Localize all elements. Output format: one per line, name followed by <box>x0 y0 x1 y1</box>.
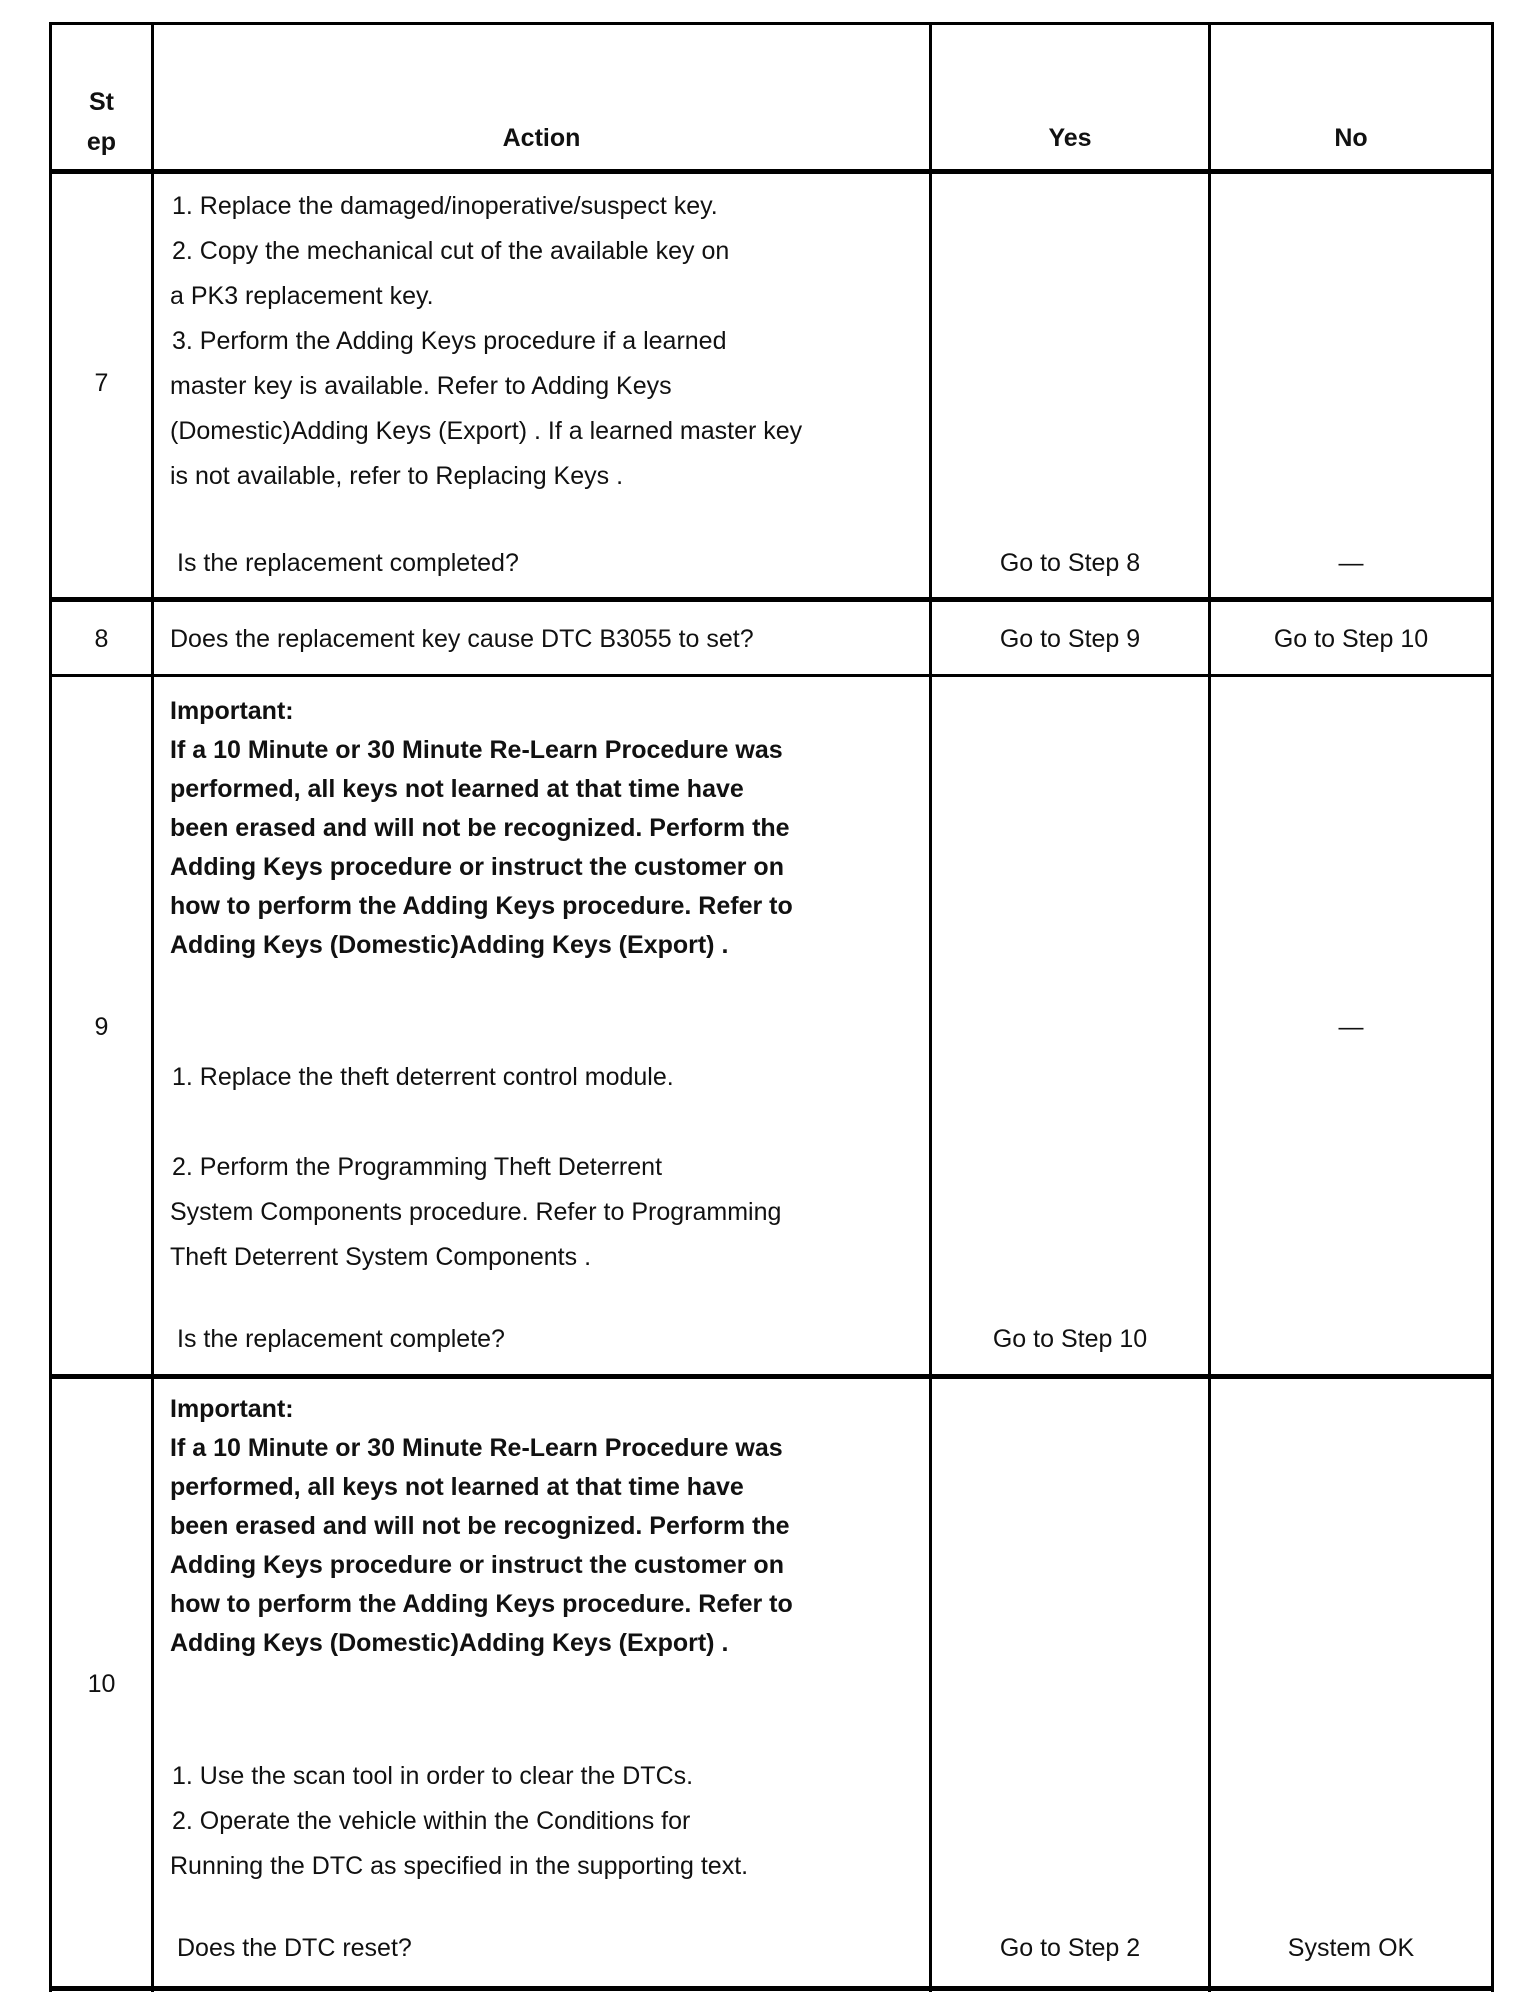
row9-important-line-1: If a 10 Minute or 30 Minute Re-Learn Procedure was <box>170 736 783 764</box>
column-divider-action <box>929 22 932 1992</box>
header-action: Action <box>502 124 581 152</box>
row9-action-item-1: 1. Replace the theft deterrent control module. <box>172 1063 674 1091</box>
row9-important-line-5: how to perform the Adding Keys procedure. Refer to <box>170 892 793 920</box>
row10-action-line-3: Running the DTC as specified in the supporting text. <box>170 1852 749 1880</box>
row9-important-label: Important: <box>170 697 294 725</box>
row7-action-line-6: (Domestic)Adding Keys (Export) . If a learned master key <box>170 417 803 445</box>
row8-question: Does the replacement key cause DTC B3055 to set? <box>170 625 754 653</box>
row10-important-label: Important: <box>170 1395 294 1423</box>
step-number-10: 10 <box>87 1670 116 1698</box>
table-border-bottom <box>49 1986 1494 1991</box>
row10-no-result: System OK <box>1287 1934 1415 1962</box>
row9-important-line-2: performed, all keys not learned at that time have <box>170 775 744 803</box>
row10-important-line-2: performed, all keys not learned at that time have <box>170 1473 744 1501</box>
row7-yes-result: Go to Step 8 <box>999 549 1141 577</box>
row10-important-line-3: been erased and will not be recognized. Perform the <box>170 1512 790 1540</box>
table-border-top <box>49 22 1494 25</box>
row10-action-line-2: 2. Operate the vehicle within the Conditions for <box>172 1807 691 1835</box>
row9-important-line-6: Adding Keys (Domestic)Adding Keys (Export) . <box>170 931 729 959</box>
row10-action-line-1: 1. Use the scan tool in order to clear the DTCs. <box>172 1762 694 1790</box>
row10-question: Does the DTC reset? <box>177 1934 412 1962</box>
row9-yes-result: Go to Step 10 <box>992 1325 1148 1353</box>
column-divider-yes <box>1208 22 1211 1992</box>
row10-yes-result: Go to Step 2 <box>999 1934 1141 1962</box>
row8-no-result: Go to Step 10 <box>1273 625 1429 653</box>
row7-question: Is the replacement completed? <box>177 549 519 577</box>
step-number-8: 8 <box>94 625 109 653</box>
row7-action-line-5: master key is available. Refer to Adding Keys <box>170 372 672 400</box>
header-step-line1: St <box>89 88 114 116</box>
row10-important-line-6: Adding Keys (Domestic)Adding Keys (Export) . <box>170 1629 729 1657</box>
row9-question: Is the replacement complete? <box>177 1325 505 1353</box>
row10-important-line-1: If a 10 Minute or 30 Minute Re-Learn Procedure was <box>170 1434 783 1462</box>
header-yes: Yes <box>1048 124 1092 152</box>
row7-action-line-4: 3. Perform the Adding Keys procedure if a learned <box>172 327 727 355</box>
row7-action-line-1: 1. Replace the damaged/inoperative/suspect key. <box>172 192 718 220</box>
row9-no-result: — <box>1338 1013 1364 1041</box>
row7-no-result: — <box>1338 549 1364 577</box>
row9-action-item-2-line-1: 2. Perform the Programming Theft Deterrent <box>172 1153 663 1181</box>
row10-important-line-5: how to perform the Adding Keys procedure. Refer to <box>170 1590 793 1618</box>
step-number-9: 9 <box>94 1013 109 1041</box>
header-divider <box>49 169 1494 174</box>
row9-important-line-3: been erased and will not be recognized. Perform the <box>170 814 790 842</box>
header-step-line2: ep <box>86 128 117 156</box>
row9-action-item-2-line-3: Theft Deterrent System Components . <box>170 1243 592 1271</box>
header-no: No <box>1334 124 1368 152</box>
row-divider-9-10 <box>49 1374 1494 1379</box>
row9-important-line-4: Adding Keys procedure or instruct the customer on <box>170 853 784 881</box>
row7-action-line-7: is not available, refer to Replacing Keys . <box>170 462 624 490</box>
row8-yes-result: Go to Step 9 <box>999 625 1141 653</box>
row-divider-7-8 <box>49 597 1494 602</box>
row10-important-line-4: Adding Keys procedure or instruct the customer on <box>170 1551 784 1579</box>
table-border-right <box>1491 22 1494 1992</box>
row9-action-item-2-line-2: System Components procedure. Refer to Programming <box>170 1198 782 1226</box>
step-number-7: 7 <box>94 369 109 397</box>
header-step <box>51 82 152 162</box>
row-divider-8-9 <box>49 674 1494 677</box>
row7-action-line-3: a PK3 replacement key. <box>170 282 434 310</box>
row7-action-line-2: 2. Copy the mechanical cut of the available key on <box>172 237 730 265</box>
